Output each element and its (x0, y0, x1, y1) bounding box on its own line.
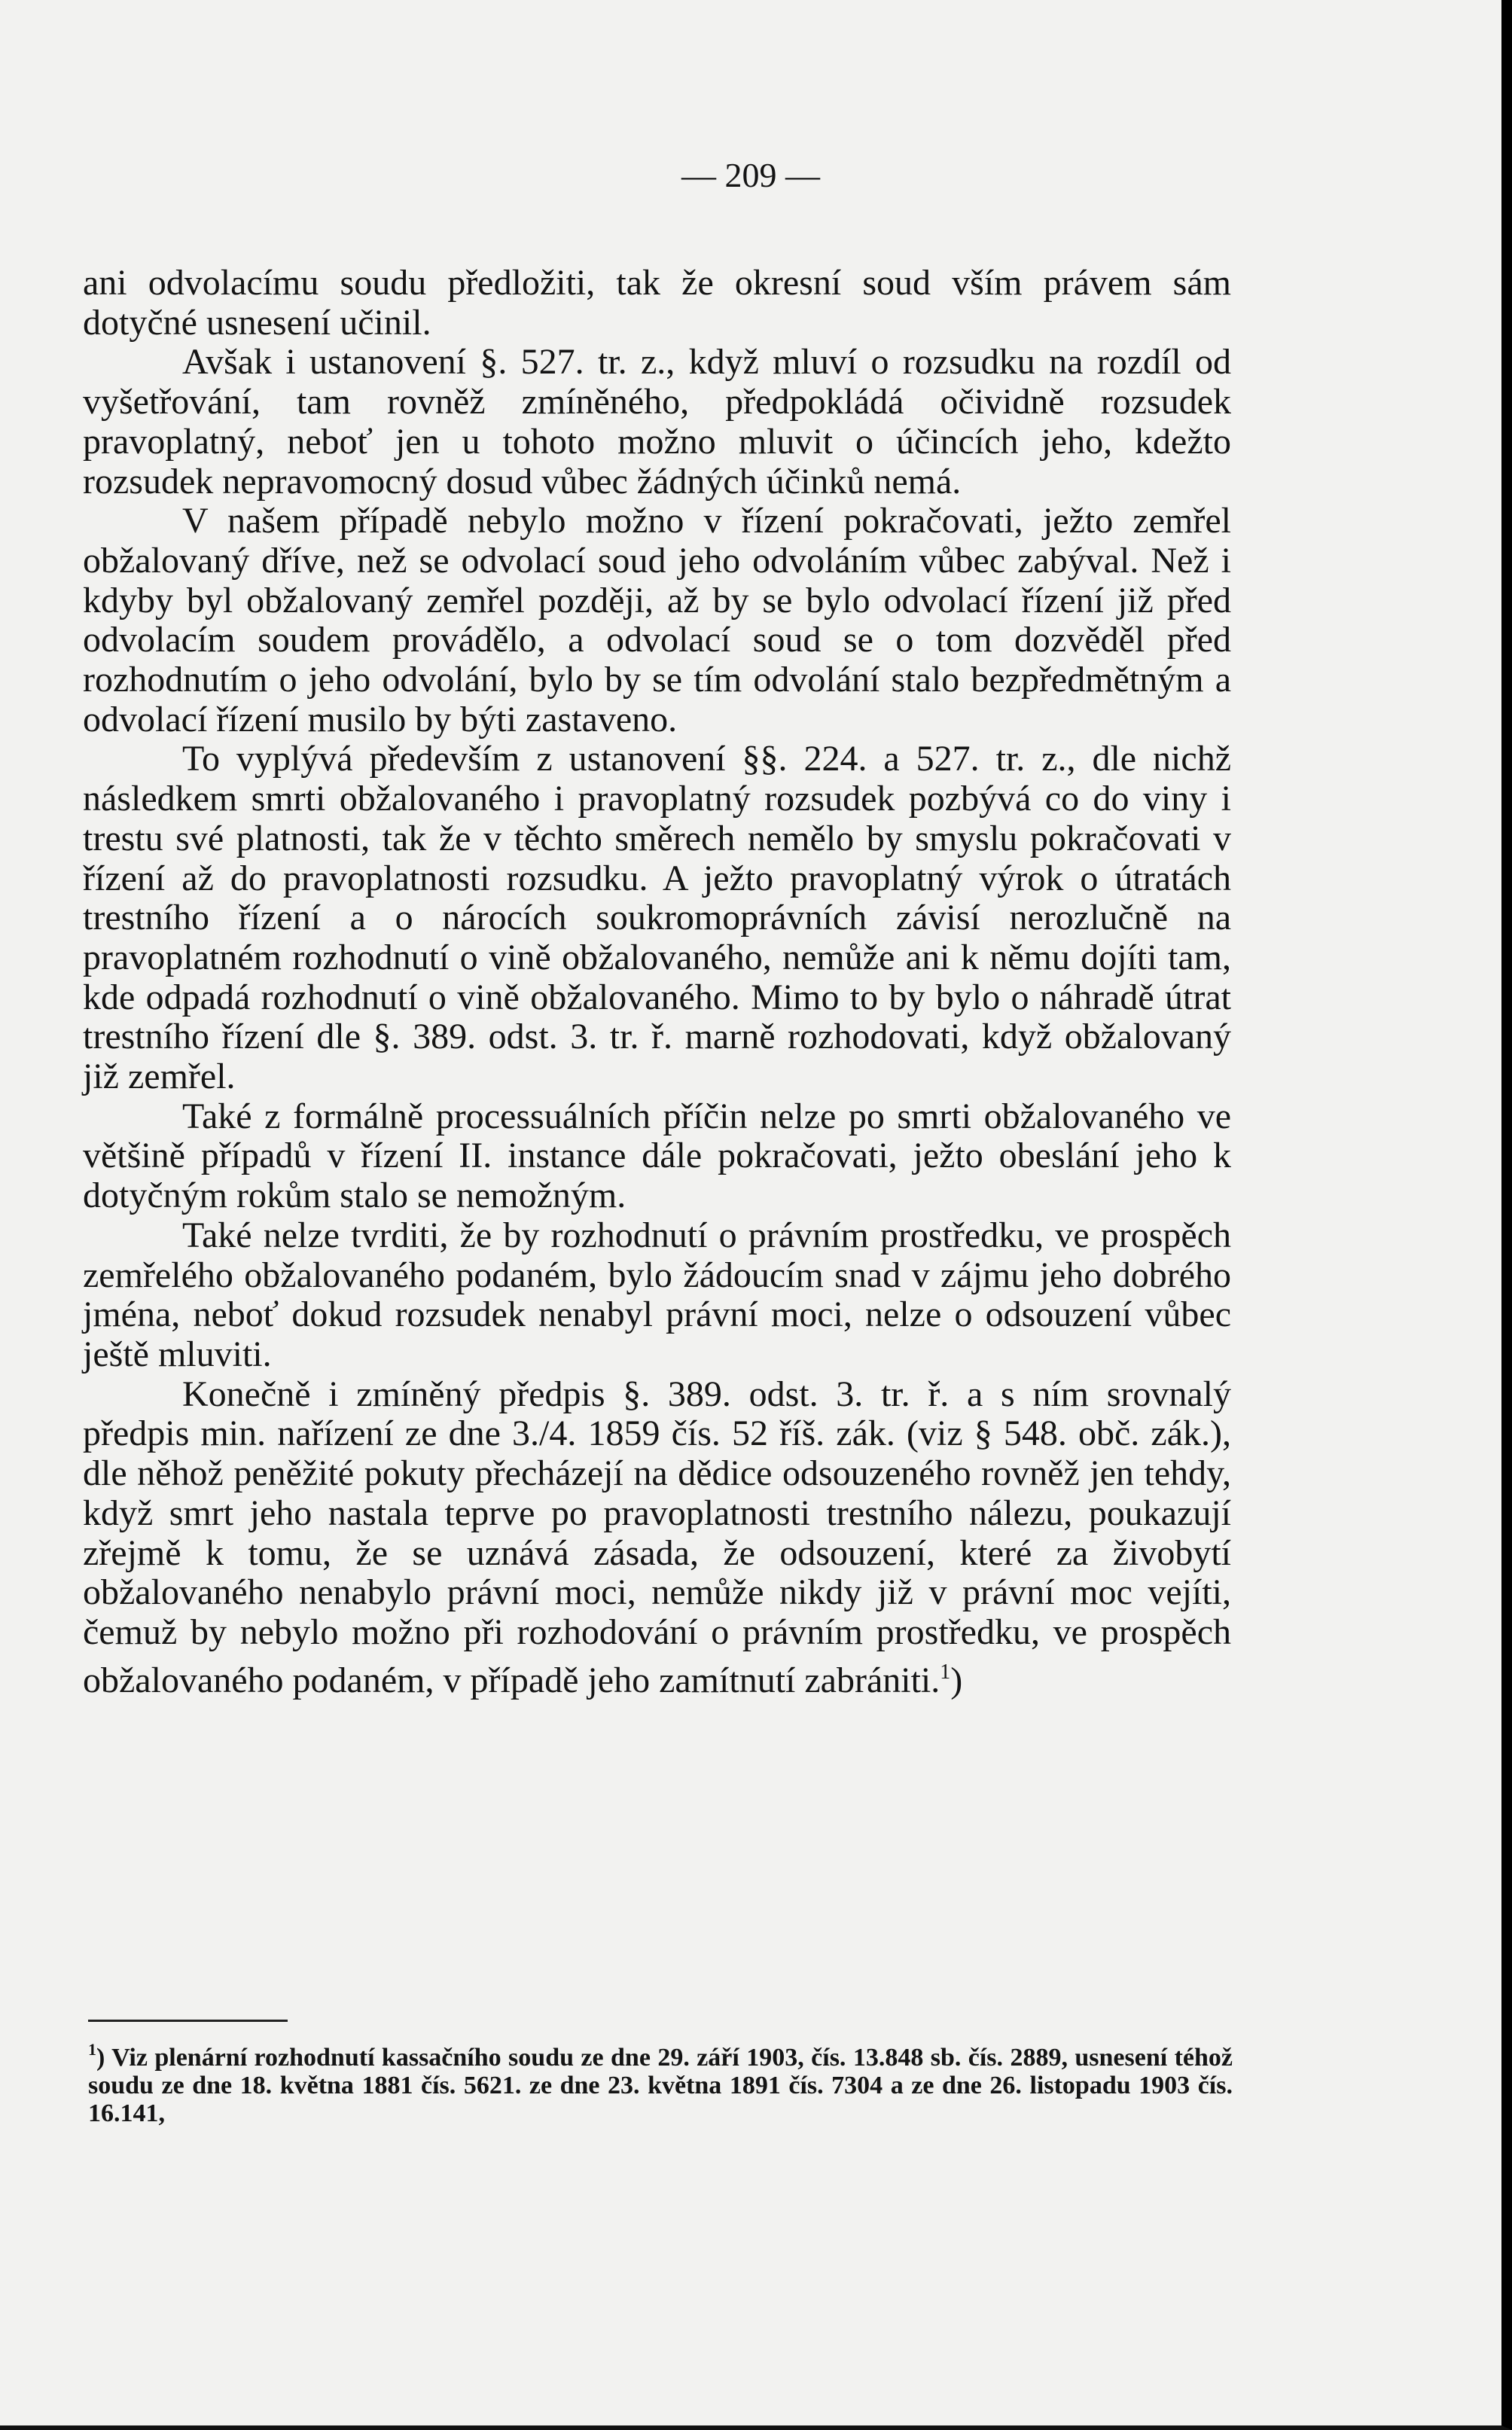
footnote-marker: 1 (88, 2040, 96, 2059)
body-text (83, 264, 1231, 1700)
footnote-divider (88, 2020, 288, 2022)
paragraph-4: To vyplývá především z ustanovení §§. 224. a 527. tr. z., dle nichž následkem smrti obžalovaného i pravoplatný rozsudek pozbývá co do viny i trestu své platnosti, tak že v těchto směrech nemělo by smyslu pokračovati v řízení až do pravoplatnosti rozsudku. A ježto pravoplatný výrok o útratách trestního řízení a o nárocích soukromoprávních závisí nerozlučně na pravoplatném rozhodnutí o vině obžalovaného, nemůže ani k němu dojíti tam, kde odpadá rozhodnutí o vině obžalovaného. Mimo to by bylo o náhradě útrat trestního řízení dle §. 389. odst. 3. tr. ř. marně rozhodovati, když obžalovaný již zemřel. (83, 739, 1231, 1097)
footnote (88, 2035, 1233, 2127)
page-number: — 209 — (681, 156, 820, 194)
footnote-reference: 1 (940, 1660, 951, 1684)
footnote-text-block (88, 2035, 1233, 2127)
paragraph-5: Také z formálně processuálních příčin nelze po smrti obžalovaného ve většině případů v řízení II. instance dále pokračovati, ježto obeslání jeho k dotyčným rokům stalo se nemožným. (83, 1096, 1231, 1216)
footnote-reference-paren: ) (950, 1660, 963, 1700)
paragraph-7-text: Konečně i zmíněný předpis §. 389. odst. 3. tr. ř. a s ním srovnalý předpis min. nařízení ze dne 3./4. 1859 čís. 52 říš. zák. (viz § 548. obč. zák.), dle něhož peněžité pokuty přecházejí na dědice odsouzeného rovněž jen tehdy, když smrt jeho nastala teprve po pravoplatnosti trestního nálezu, poukazují zřejmě k tomu, že se uznává zásada, že odsouzení, které za živobytí obžalovaného nenabylo právní moci, nemůže nikdy již v právní moc vejíti, čemuž by nebylo možno při rozhodování o právním prostředku, ve prospěch obžalovaného podaném, v případě jeho zamítnutí zabrániti. (83, 1374, 1231, 1700)
paragraph-7 (83, 1375, 1231, 1701)
footnote-text: ) Viz plenární rozhodnutí kassačního soudu ze dne 29. září 1903, čís. 13.848 sb. čís. 2889, usnesení téhož soudu ze dne 18. května 1881 čís. 5621. ze dne 23. května 1891 čís. 7304 a ze dne 26. listopadu 1903 čís. 16.141, (88, 2044, 1233, 2127)
paragraph-3: V našem případě nebylo možno v řízení pokračovati, ježto zemřel obžalovaný dříve, než se odvolací soud jeho odvoláním vůbec zabýval. Než i kdyby byl obžalovaný zemřel později, až by se bylo odvolací řízení již před odvolacím soudem provádělo, a odvolací soud se o tom dozvěděl před rozhodnutím o jeho odvolání, bylo by se tím odvolání stalo bezpředmětným a odvolací řízení musilo by býti zastaveno. (83, 501, 1231, 739)
paragraph-6: Také nelze tvrditi, že by rozhodnutí o právním prostředku, ve prospěch zemřelého obžalovaného podaném, bylo žádoucím snad v zájmu jeho dobrého jména, neboť dokud rozsudek nenabyl právní moci, nelze o odsouzení vůbec ještě mluviti. (83, 1215, 1231, 1374)
paragraph-2: Avšak i ustanovení §. 527. tr. z., když mluví o rozsudku na rozdíl od vyšetřování, tam rovněž zmíněného, předpokládá očividně rozsudek pravoplatný, neboť jen u tohoto možno mluvit o účincích jeho, kdežto rozsudek nepravomocný dosud vůbec žádných účinků nemá. (83, 342, 1231, 502)
paragraph-1: ani odvolacímu soudu předložiti, tak že okresní soud vším právem sám dotyčné usnesení učinil. (83, 263, 1231, 343)
